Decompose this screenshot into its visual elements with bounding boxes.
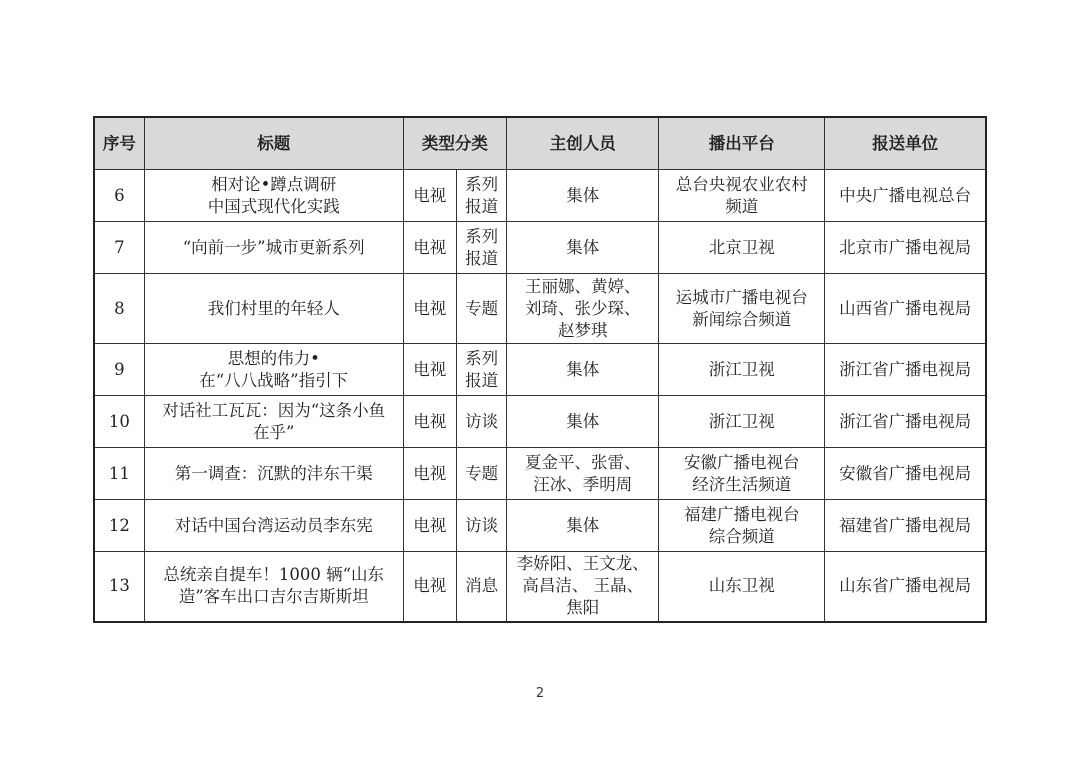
header-type: 类型分类 <box>403 117 507 170</box>
cell-title: 总统亲自提车！1000 辆“山东 造”客车出口吉尔吉斯斯坦 <box>144 552 403 622</box>
cell-creators: 集体 <box>507 500 659 552</box>
header-platform: 播出平台 <box>659 117 825 170</box>
cell-type-medium: 电视 <box>403 222 456 274</box>
program-list-table <box>93 116 987 623</box>
cell-unit: 中央广播电视总台 <box>825 170 986 222</box>
cell-type-medium: 电视 <box>403 344 456 396</box>
cell-platform: 总台央视农业农村 频道 <box>659 170 825 222</box>
cell-type-genre: 专题 <box>456 448 506 500</box>
cell-title: 对话社工瓦瓦：因为“这条小鱼 在乎” <box>144 396 403 448</box>
cell-seq: 8 <box>94 274 144 344</box>
page-number: 2 <box>535 686 545 701</box>
cell-creators: 王丽娜、黄婷、 刘琦、张少琛、 赵梦琪 <box>507 274 659 344</box>
cell-platform: 安徽广播电视台 经济生活频道 <box>659 448 825 500</box>
cell-title: “向前一步”城市更新系列 <box>144 222 403 274</box>
cell-type-genre: 访谈 <box>456 396 506 448</box>
cell-unit: 北京市广播电视局 <box>825 222 986 274</box>
table-row <box>94 170 986 222</box>
cell-type-genre: 系列 报道 <box>456 170 506 222</box>
cell-type-medium: 电视 <box>403 396 456 448</box>
cell-seq: 6 <box>94 170 144 222</box>
table-row <box>94 274 986 344</box>
cell-type-genre: 专题 <box>456 274 506 344</box>
cell-seq: 9 <box>94 344 144 396</box>
cell-seq: 10 <box>94 396 144 448</box>
cell-type-medium: 电视 <box>403 500 456 552</box>
cell-creators: 集体 <box>507 396 659 448</box>
cell-unit: 福建省广播电视局 <box>825 500 986 552</box>
cell-type-medium: 电视 <box>403 552 456 622</box>
cell-seq: 12 <box>94 500 144 552</box>
table-row <box>94 396 986 448</box>
table-row <box>94 344 986 396</box>
header-title: 标题 <box>144 117 403 170</box>
cell-unit: 山东省广播电视局 <box>825 552 986 622</box>
cell-title: 我们村里的年轻人 <box>144 274 403 344</box>
cell-type-genre: 消息 <box>456 552 506 622</box>
table-header-row <box>94 117 986 170</box>
header-unit: 报送单位 <box>825 117 986 170</box>
cell-creators: 集体 <box>507 170 659 222</box>
cell-creators: 集体 <box>507 344 659 396</box>
cell-platform: 浙江卫视 <box>659 344 825 396</box>
cell-seq: 13 <box>94 552 144 622</box>
table-row <box>94 222 986 274</box>
cell-unit: 浙江省广播电视局 <box>825 396 986 448</box>
cell-unit: 安徽省广播电视局 <box>825 448 986 500</box>
cell-type-medium: 电视 <box>403 448 456 500</box>
table-row <box>94 500 986 552</box>
cell-platform: 山东卫视 <box>659 552 825 622</box>
cell-title: 第一调查：沉默的沣东干渠 <box>144 448 403 500</box>
cell-type-medium: 电视 <box>403 274 456 344</box>
cell-unit: 山西省广播电视局 <box>825 274 986 344</box>
cell-seq: 7 <box>94 222 144 274</box>
header-seq: 序号 <box>94 117 144 170</box>
cell-creators: 夏金平、张雷、 汪冰、季明周 <box>507 448 659 500</box>
cell-platform: 浙江卫视 <box>659 396 825 448</box>
cell-title: 相对论•蹲点调研 中国式现代化实践 <box>144 170 403 222</box>
cell-type-genre: 系列 报道 <box>456 222 506 274</box>
cell-creators: 李娇阳、王文龙、 高昌洁、 王晶、 焦阳 <box>507 552 659 622</box>
cell-type-medium: 电视 <box>403 170 456 222</box>
cell-seq: 11 <box>94 448 144 500</box>
cell-title: 思想的伟力• 在“八八战略”指引下 <box>144 344 403 396</box>
cell-title: 对话中国台湾运动员李东宪 <box>144 500 403 552</box>
cell-creators: 集体 <box>507 222 659 274</box>
cell-type-genre: 系列 报道 <box>456 344 506 396</box>
table-row <box>94 448 986 500</box>
cell-platform: 福建广播电视台 综合频道 <box>659 500 825 552</box>
cell-platform: 运城市广播电视台 新闻综合频道 <box>659 274 825 344</box>
table-row <box>94 552 986 622</box>
cell-unit: 浙江省广播电视局 <box>825 344 986 396</box>
cell-platform: 北京卫视 <box>659 222 825 274</box>
header-creators: 主创人员 <box>507 117 659 170</box>
cell-type-genre: 访谈 <box>456 500 506 552</box>
